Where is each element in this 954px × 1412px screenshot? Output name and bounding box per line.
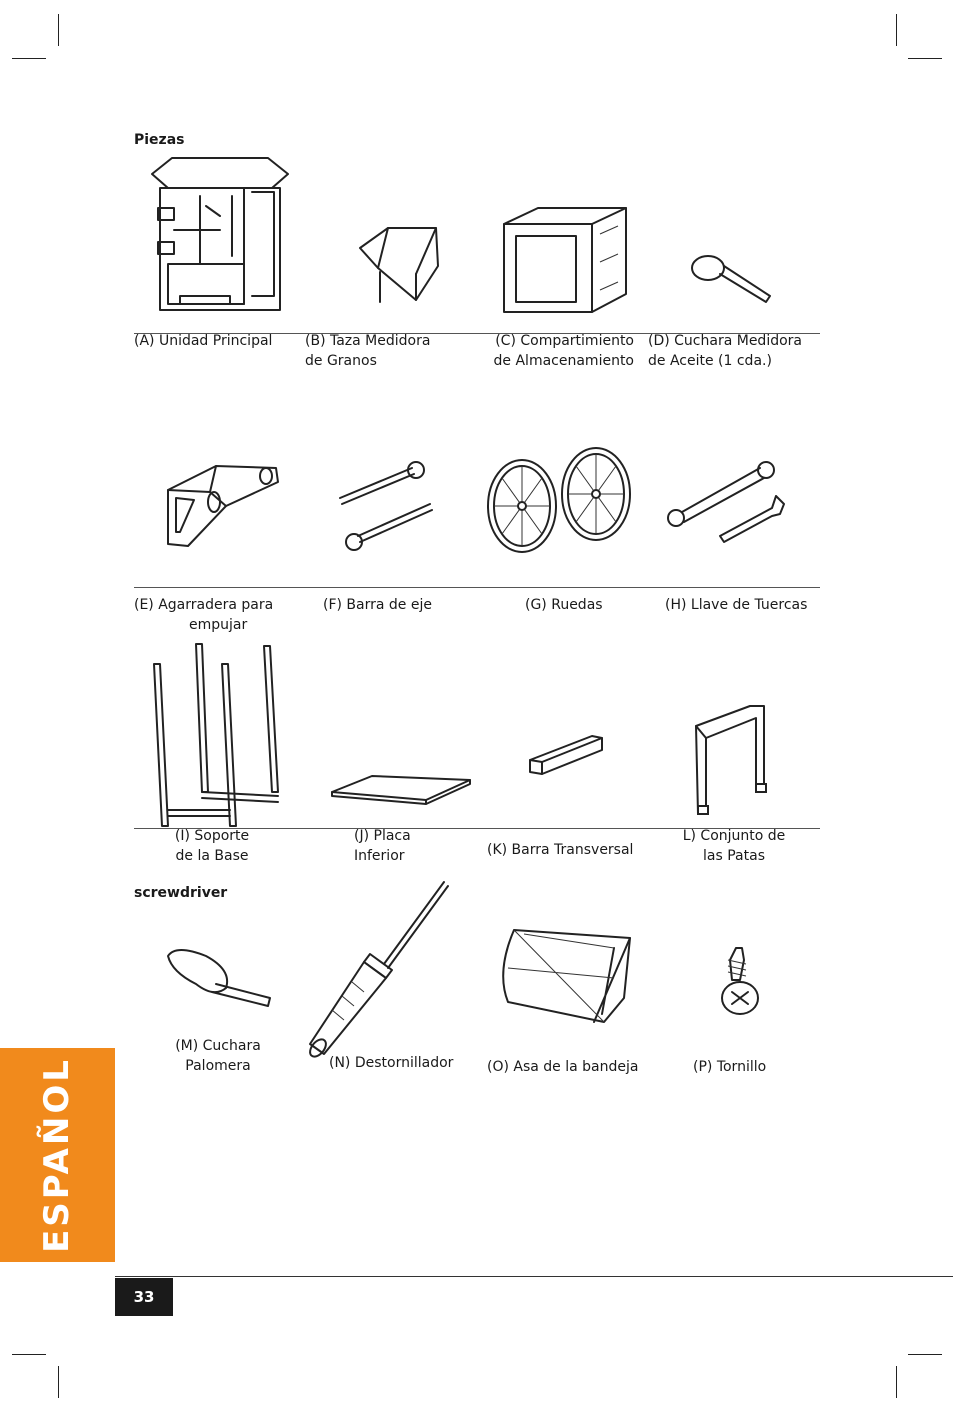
- part-c-caption: [490, 331, 634, 371]
- caption-line: (D) Cuchara Medidora: [648, 333, 802, 349]
- part-m-caption: [168, 1036, 268, 1076]
- caption-line: de Aceite (1 cda.): [648, 353, 772, 369]
- caption-line: (O) Asa de la bandeja: [487, 1059, 639, 1075]
- caption-line: Inferior: [354, 848, 405, 864]
- caption-line: Palomera: [185, 1058, 251, 1074]
- page-number: 33: [115, 1278, 173, 1316]
- part-f-caption: [323, 595, 432, 615]
- part-j-caption: [354, 826, 411, 866]
- crop-mark: [908, 58, 942, 59]
- tools-heading: screwdriver: [134, 885, 228, 901]
- part-e-caption: [134, 595, 284, 635]
- part-d-caption: [648, 331, 802, 371]
- caption-line: (E) Agarradera para: [134, 597, 274, 613]
- caption-line: de la Base: [175, 848, 249, 864]
- caption-line: (G) Ruedas: [525, 597, 603, 613]
- part-n-caption: [329, 1053, 453, 1073]
- bottom-plate-illustration: [330, 770, 472, 808]
- caption-line: (B) Taza Medidora: [305, 333, 431, 349]
- part-i-caption: [172, 826, 252, 866]
- crop-mark: [58, 14, 59, 46]
- language-label: ESPAÑOL: [37, 1057, 77, 1253]
- wheels-illustration: [486, 448, 634, 556]
- crop-mark: [896, 14, 897, 46]
- wrench-illustration: [664, 460, 788, 544]
- caption-line: (C) Compartimiento: [495, 333, 634, 349]
- caption-line: de Almacenamiento: [493, 353, 634, 369]
- crop-mark: [58, 1366, 59, 1398]
- crossbar-illustration: [526, 732, 606, 776]
- parts-heading: Piezas: [134, 132, 185, 148]
- language-side-tab: [0, 1048, 115, 1262]
- crop-mark: [12, 58, 46, 59]
- caption-line: (I) Soporte: [174, 828, 250, 844]
- caption-line: (J) Placa: [354, 828, 411, 844]
- popcorn-scoop-illustration: [166, 944, 274, 1008]
- footer-rule: [115, 1276, 953, 1277]
- part-l-caption: [678, 826, 790, 866]
- oil-scoop-illustration: [690, 250, 772, 308]
- crop-mark: [12, 1354, 46, 1355]
- part-p-caption: [693, 1057, 766, 1077]
- crop-mark: [896, 1366, 897, 1398]
- divider: [134, 587, 820, 588]
- caption-line: L) Conjunto de: [682, 828, 786, 844]
- caption-line: empujar: [189, 617, 248, 633]
- part-k-caption: [487, 840, 633, 860]
- caption-line: (P) Tornillo: [693, 1059, 767, 1075]
- caption-line: de Granos: [305, 353, 377, 369]
- tray-handle-illustration: [494, 928, 638, 1024]
- part-h-caption: [665, 595, 807, 615]
- leg-assembly-illustration: [692, 704, 770, 816]
- kernel-cup-illustration: [358, 226, 440, 304]
- caption-line: (A) Unidad Principal: [134, 333, 273, 349]
- caption-line: (N) Destornillador: [329, 1055, 454, 1071]
- part-b-caption: [305, 331, 430, 371]
- push-handle-illustration: [164, 462, 280, 548]
- part-a-caption: [134, 331, 272, 351]
- base-support-illustration: [150, 642, 290, 826]
- caption-line: (F) Barra de eje: [323, 597, 432, 613]
- caption-line: las Patas: [703, 848, 765, 864]
- crop-mark: [908, 1354, 942, 1355]
- part-o-caption: [487, 1057, 638, 1077]
- caption-line: (M) Cuchara: [175, 1038, 261, 1054]
- caption-line: (K) Barra Transversal: [487, 842, 634, 858]
- part-g-caption: [525, 595, 603, 615]
- screwdriver-illustration: [306, 878, 450, 1058]
- main-unit-illustration: [150, 156, 290, 316]
- axle-bar-illustration: [336, 460, 440, 552]
- caption-line: (H) Llave de Tuercas: [665, 597, 808, 613]
- storage-compartment-illustration: [500, 206, 630, 314]
- screw-illustration: [718, 946, 766, 1018]
